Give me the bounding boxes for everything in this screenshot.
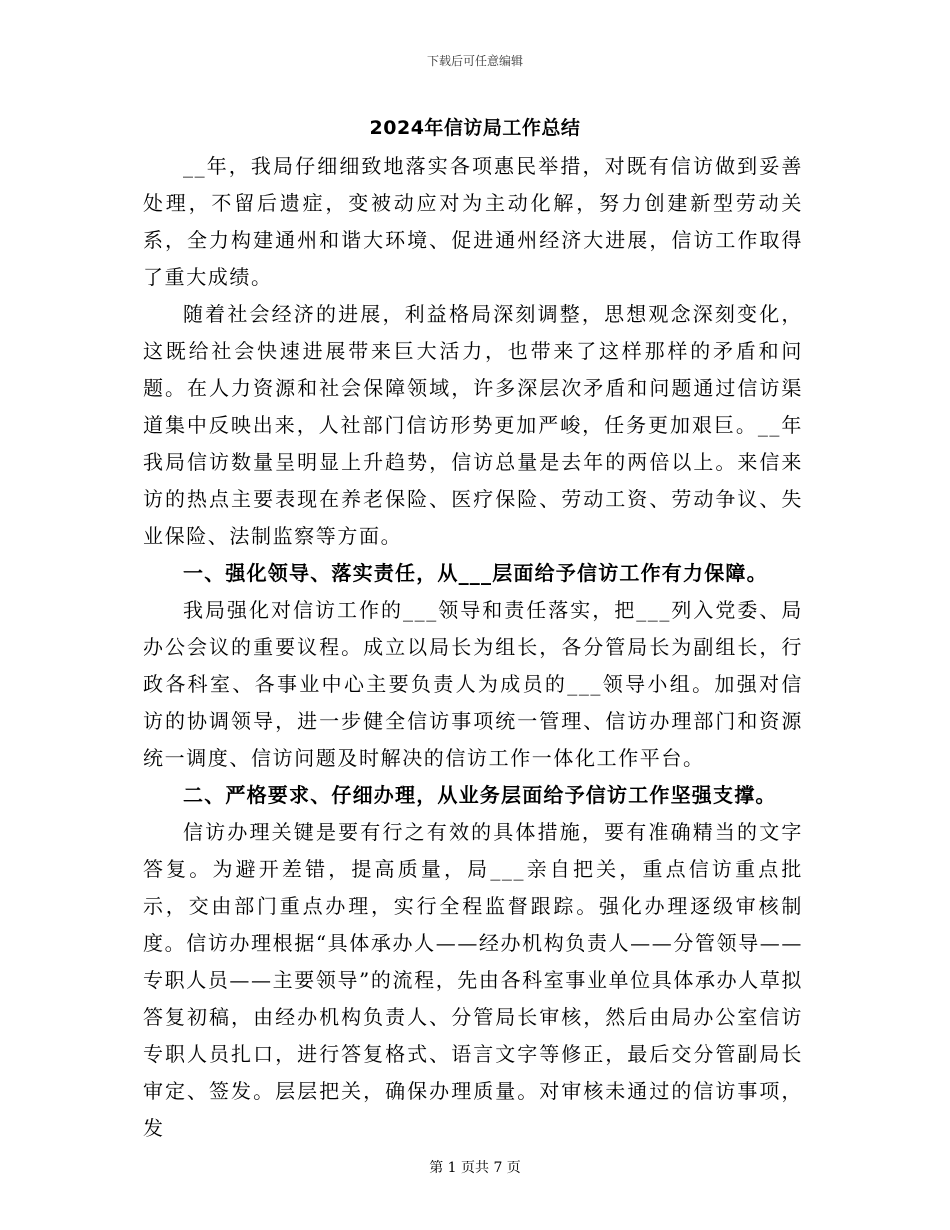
document-body [143,148,803,1147]
header-note: 下载后可任意编辑 [426,54,523,68]
paragraph-background: 随着社会经济的进展，利益格局深刻调整，思想观念深刻变化，这既给社会快速进展带来巨大活力，也带来了这样那样的矛盾和问题。在人力资源和社会保障领域，许多深层次矛盾和问题通过信访渠道集中反映出来，人社部门信访形势更加严峻，任务更加艰巨。__年我局信访数量呈明显上升趋势，信访总量是去年的两倍以上。来信来访的热点主要表现在养老保险、医疗保险、劳动工资、劳动争议、失业保险、法制监察等方面。 [143,302,803,548]
paragraph-section-1: 我局强化对信访工作的___领导和责任落实，把___列入党委、局办公会议的重要议程。成立以局长为组长，各分管局长为副组长，行政各科室、各事业中心主要负责人为成员的___领导小组。加强对信访的协调领导，进一步健全信访事项统一管理、信访办理部门和资源统一调度、信访问题及时解决的信访工作一体化工作平台。 [143,598,803,770]
document-title: 2024年信访局工作总结 [369,117,581,139]
section-heading-1: 一、强化领导、落实责任，从___层面给予信访工作有力保障。 [183,561,768,585]
section-heading-2: 二、严格要求、仔细办理，从业务层面给予信访工作坚强支撑。 [183,783,777,807]
page-number: 第 1 页共 7 页 [429,1160,521,1176]
paragraph-intro: __年，我局仔细细致地落实各项惠民举措，对既有信访做到妥善处理，不留后遗症，变被动应对为主动化解，努力创建新型劳动关系，全力构建通州和谐大环境、促进通州经济大进展，信访工作取得了重大成绩。 [143,154,803,289]
paragraph-section-2: 信访办理关键是要有行之有效的具体措施，要有准确精当的文字答复。为避开差错，提高质量，局___亲自把关，重点信访重点批示，交由部门重点办理，实行全程监督跟踪。强化办理逐级审核制度。信访办理根据“具体承办人——经办机构负责人——分管领导——专职人员——主要领导”的流程，先由各科室事业单位具体承办人草拟答复初稿，由经办机构负责人、分管局长审核，然后由局办公室信访专职人员扎口，进行答复格式、语言文字等修正，最后交分管副局长审定、签发。层层把关，确保办理质量。对审核未通过的信访事项，发 [143,820,803,1140]
